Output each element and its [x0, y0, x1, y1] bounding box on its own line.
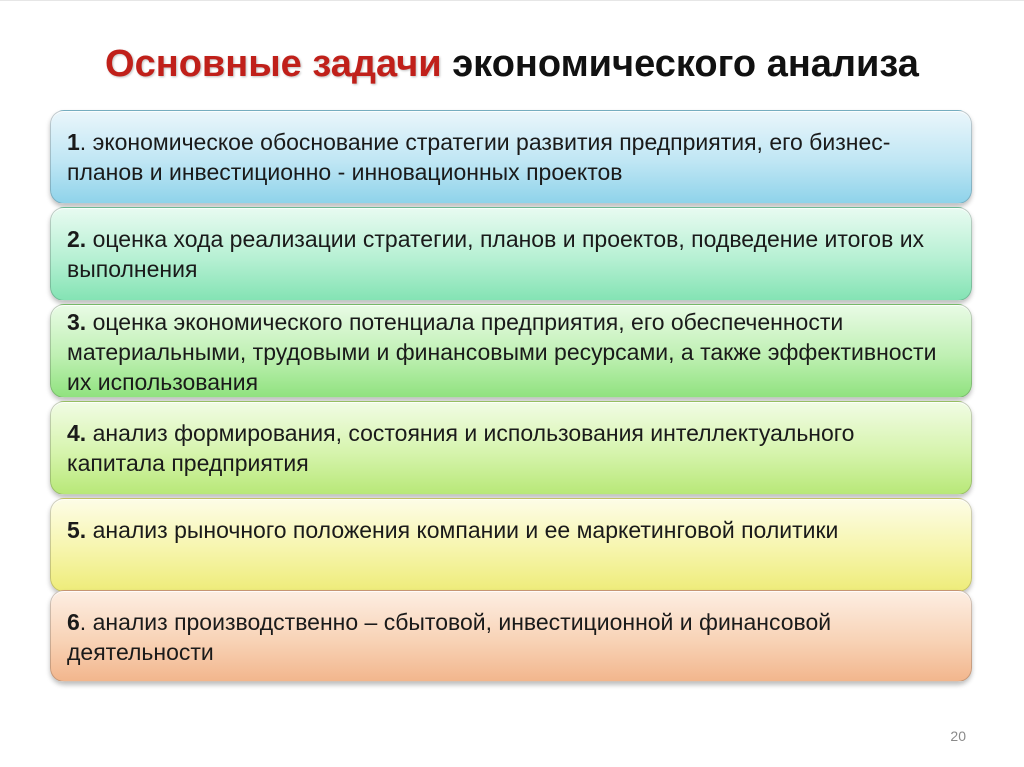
task-number: 6 — [67, 609, 80, 635]
task-number: 3. — [67, 309, 87, 335]
title-rest: экономического анализа — [452, 43, 919, 85]
task-text: анализ формирования, состояния и использования интеллектуального капитала предприятия — [67, 420, 855, 476]
task-item-5 — [50, 498, 972, 592]
task-number: 5. — [67, 517, 87, 543]
task-item-4 — [50, 401, 972, 495]
task-item-1 — [50, 110, 972, 204]
page-number: 20 — [950, 728, 966, 744]
task-number: 2. — [67, 226, 87, 252]
task-text: анализ рыночного положения компании и ее маркетинговой политики — [86, 517, 839, 543]
task-number: 4. — [67, 420, 87, 446]
task-number: 1 — [67, 129, 80, 155]
task-item-2 — [50, 207, 972, 301]
task-text: . анализ производственно – сбытовой, инвестиционной и финансовой деятельности — [67, 609, 832, 665]
task-text: . экономическое обоснование стратегии развития предприятия, его бизнес-планов и инвестиционно - инновационных проектов — [67, 129, 891, 185]
title-accent: Основные задачи — [105, 43, 442, 85]
task-item-3 — [50, 304, 972, 398]
task-text: оценка экономического потенциала предприятия, его обеспеченности материальными, трудовыми и финансовыми ресурсами, а также эффективности их использования — [67, 309, 937, 395]
task-text: оценка хода реализации стратегии, планов и проектов, подведение итогов их выполнения — [67, 226, 925, 282]
slide-title — [0, 43, 1024, 86]
task-item-6 — [50, 590, 972, 682]
